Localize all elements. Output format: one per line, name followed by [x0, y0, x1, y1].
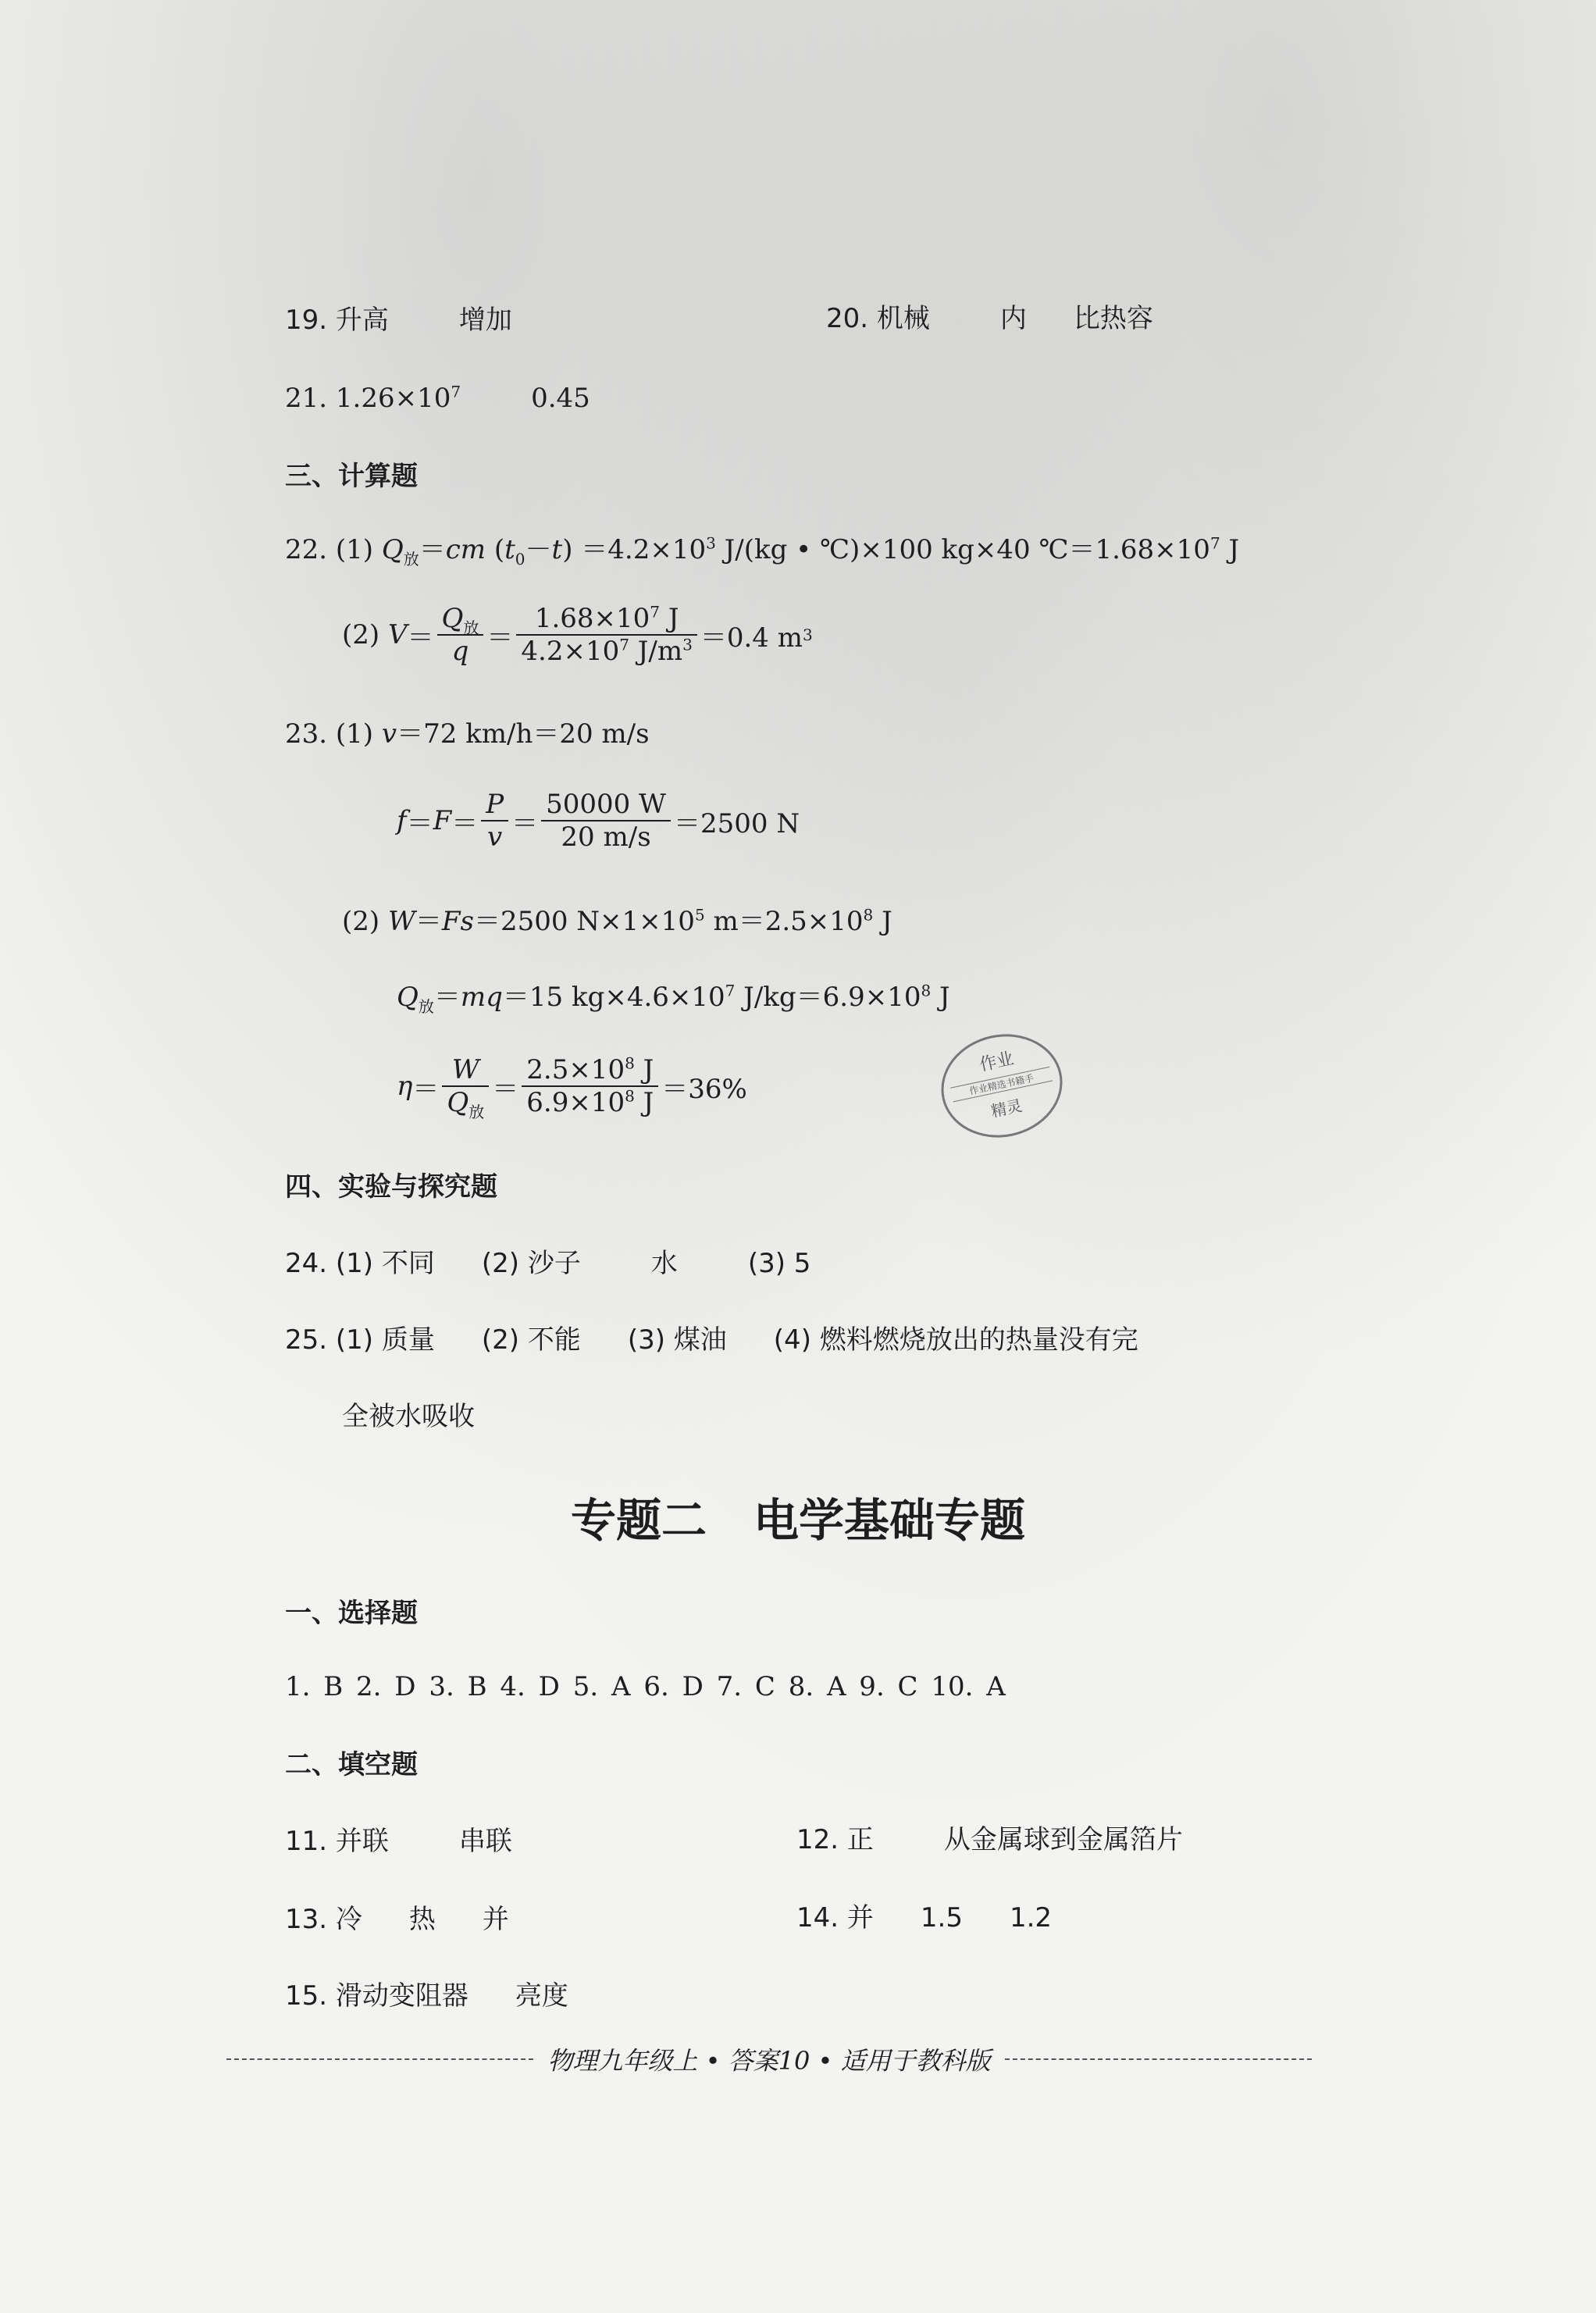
page-footer: [226, 2040, 1312, 2079]
answer-25-part3: (3) 煤油: [627, 1324, 727, 1356]
answer-20: [826, 301, 1153, 336]
stamp-middle-text: 作业精选书籍手: [950, 1067, 1053, 1103]
answer-14-part2: 1.5: [920, 1902, 963, 1933]
answer-13-part2: 热: [408, 1904, 436, 1935]
answer-25-part2: (2) 不能: [481, 1324, 581, 1356]
answer-20-part1: 20. 机械: [826, 303, 930, 334]
answer-12: [796, 1823, 1183, 1857]
answer-14-part1: 14. 并: [796, 1902, 874, 1933]
footer-divider-right: [1005, 2058, 1312, 2060]
answer-23-part2-work: (2) W＝Fs＝2500 $N\times 1\times 10^5$ $m=2.5\times 10^8$ J: [342, 905, 892, 937]
answer-25-part4: (4) 燃料燃烧放出的热量没有完: [773, 1324, 1138, 1356]
answer-22-part1: 22. (1) $Q_放=cm$ $(t_0-t) =4.2\times 10^3$ J/(kg • ℃)×100 kg×40 $℃=1.68\times 10^7$ J: [285, 533, 1240, 568]
answer-25: [285, 1323, 1138, 1357]
answer-15-part1: 15. 滑动变阻器: [285, 1980, 468, 2012]
answer-23-force: f ＝ F ＝ $\frac{P}{v}$ ＝ $\frac{50000 W}{20 m/s}$ ＝2500 N: [397, 789, 800, 853]
topic-title: [0, 1484, 1596, 1549]
answer-11-part2: 串联: [458, 1826, 512, 1857]
footer-text: 物理九年级上 • 答案10 • 适用于教科版: [547, 2046, 991, 2076]
footer-divider-left: [226, 2058, 533, 2060]
answer-19-part1: 19. 升高: [285, 305, 389, 336]
answer-24: [285, 1246, 810, 1281]
answer-11-part1: 11. 并联: [285, 1826, 389, 1857]
answer-12-part2: 从金属球到金属箔片: [943, 1824, 1183, 1855]
answer-20-part2: 内: [999, 303, 1027, 334]
answer-13-part3: 并: [482, 1904, 509, 1935]
answer-23-efficiency: η ＝ $\frac{W}{Q_放}$ ＝ $\frac{2.5\times 10^8 J}{6.9\times 10^8 J}$ ＝36%: [397, 1053, 747, 1121]
answer-24-part1: 24. (1) 不同: [285, 1248, 435, 1279]
answer-14-part3: 1.2: [1009, 1902, 1053, 1933]
answer-19-part2: 增加: [458, 305, 512, 336]
answer-23-part1: 23. (1) v＝72 km/h＝20 m/s: [285, 718, 650, 750]
section-heading-calculation: 三、计算题: [285, 461, 418, 492]
answer-22-part2: (2) V ＝ $\frac{Q_放}{q}$ ＝ $\frac{1.68\times 10^7 J}{4.2\times 10^7 J/m^3}$ ＝0.4 m 3: [342, 602, 813, 667]
answer-20-part3: 比热容: [1073, 303, 1153, 334]
answer-21-exponent: 7: [451, 382, 461, 401]
section-heading-experiment: 四、实验与探究题: [285, 1171, 497, 1203]
topic-title-number: 专题二: [570, 1494, 707, 1547]
answer-24-part4: (3) 5: [747, 1248, 811, 1279]
answer-25-continued: 全被水吸收: [342, 1401, 475, 1432]
answer-19: [285, 303, 512, 337]
answer-15-part2: 亮度: [515, 1980, 568, 2012]
answer-15: [285, 1979, 568, 2013]
section-heading-fill-in: 二、填空题: [285, 1749, 418, 1780]
answer-24-part2: (2) 沙子: [481, 1248, 581, 1279]
answer-21: [285, 381, 590, 415]
answer-14: [796, 1901, 1052, 1935]
answer-12-part1: 12. 正: [796, 1824, 874, 1855]
section-heading-multiple-choice: 一、选择题: [285, 1598, 418, 1629]
topic-title-name: 电学基础专题: [753, 1494, 1026, 1547]
answer-24-part3: 水: [650, 1248, 678, 1279]
answer-23-part2-heat: $Q_放=mq=15$ $kg\times 4.6\times 10^7$ $J/kg=6.9\times 10^8$ J: [397, 981, 950, 1016]
stamp-top-text: 作业: [978, 1049, 1016, 1075]
multiple-choice-answers: 1. B 2. D 3. B 4. D 5. A 6. D 7. C 8. A 9. C 10. A: [285, 1671, 1006, 1702]
answer-21-part2: 0.45: [531, 383, 590, 414]
answer-21-part1: 21. 1.26×10: [285, 383, 451, 414]
answer-11: [285, 1824, 512, 1859]
homework-stamp: [932, 1023, 1072, 1149]
answer-13: [285, 1902, 509, 1937]
answer-13-part1: 13. 冷: [285, 1904, 362, 1935]
answer-25-part1: 25. (1) 质量: [285, 1324, 435, 1356]
stamp-bottom-text: 精灵: [989, 1096, 1024, 1121]
